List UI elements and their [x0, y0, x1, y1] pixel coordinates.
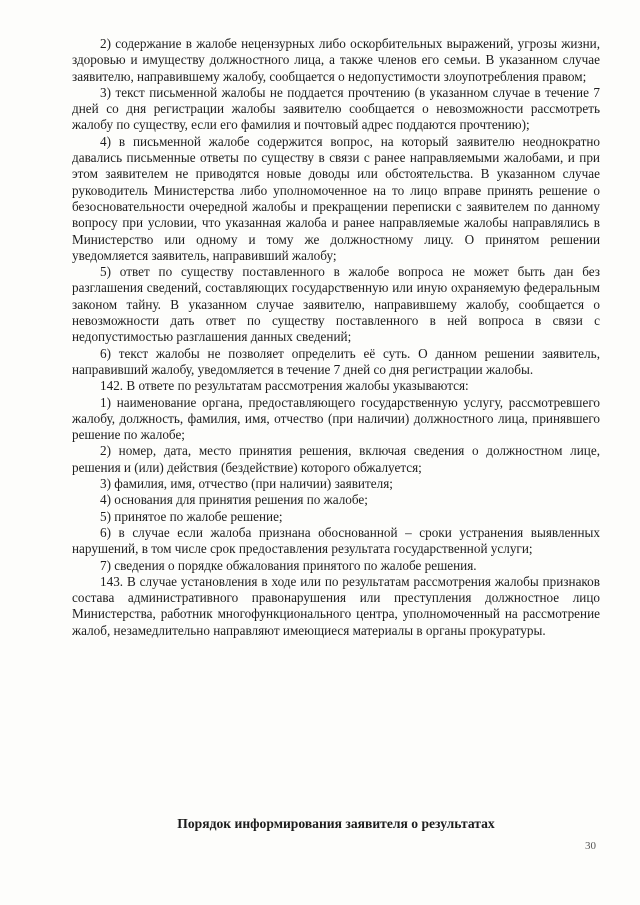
paragraph-142-item-6: 6) в случае если жалоба признана обоснованной – сроки устранения выявленных нарушений, в том числе срок предоставления результата государственной услуги; [72, 524, 600, 557]
paragraph-142-item-7: 7) сведения о порядке обжалования принятого по жалобе решения. [100, 557, 477, 573]
paragraph-item-3: 3) текст письменной жалобы не поддается прочтению (в указанном случае в течение 7 дней со дня регистрации жалобы заявителю сообщается о невозможности рассмотреть жалобу по существу, если его фамилия и почтовый адрес поддаются прочтению); [72, 84, 600, 133]
document-body [72, 36, 600, 639]
paragraph-clause-143: 143. В случае установления в ходе или по результатам рассмотрения жалобы признаков состава административного правонарушения или преступления должностное лицо Министерства, работник многофункционального центра, уполномоченный на рассмотрение жалоб, незамедлительно направляют имеющиеся материалы в органы прокуратуры. [72, 573, 600, 638]
paragraph-item-4: 4) в письменной жалобе содержится вопрос, на который заявителю неоднократно давались письменные ответы по существу в связи с ранее направляемыми жалобами, и при этом заявителем не приводятся новые доводы или обстоятельства. В указанном случае руководитель Министерства либо уполномоченное на то лицо вправе принять решение о безосновательности очередной жалобы и прекращении переписки с заявителем по данному вопросу при условии, что указанная жалоба и ранее направляемые жалобы направлялись в Министерство или одному и тому же должностному лицу. О принятом решении уведомляется заявитель, направивший жалобу; [72, 133, 600, 263]
paragraph-item-5: 5) ответ по существу поставленного в жалобе вопроса не может быть дан без разглашения сведений, составляющих государственную или иную охраняемую федеральным законом тайну. В указанном случае заявителю, направившему жалобу, сообщается о невозможности дать ответ по существу поставленного в ней вопроса в связи с недопустимостью разглашения данных сведений; [72, 264, 600, 345]
page-number: 30 [585, 840, 596, 852]
paragraph-item-2: 2) содержание в жалобе нецензурных либо оскорбительных выражений, угрозы жизни, здоровью и имуществу должностного лица, а также членов его семьи. В указанном случае заявителю, направившему жалобу, сообщается о недопустимости злоупотребления правом; [72, 36, 600, 84]
paragraph-item-6: 6) текст жалобы не позволяет определить её суть. О данном решении заявитель, направивший жалобу, уведомляется в течение 7 дней со дня регистрации жалобы. [72, 345, 600, 377]
paragraph-clause-142: 142. В ответе по результатам рассмотрения жалобы указываются: [100, 378, 469, 394]
paragraph-142-item-2: 2) номер, дата, место принятия решения, включая сведения о должностном лице, решения и (или) действия (бездействие) которого обжалуется; [72, 443, 600, 475]
paragraph-142-item-1: 1) наименование органа, предоставляющего государственную услугу, рассмотревшего жалобу, должность, фамилия, имя, отчество (при наличии) должностного лица, принявшего решение по жалобе; [72, 394, 600, 443]
paragraph-142-item-3: 3) фамилия, имя, отчество (при наличии) заявителя; [100, 476, 393, 492]
paragraph-142-item-4: 4) основания для принятия решения по жалобе; [100, 492, 368, 508]
paragraph-142-item-5: 5) принятое по жалобе решение; [100, 508, 283, 524]
section-heading: Порядок информирования заявителя о результатах [177, 816, 495, 831]
